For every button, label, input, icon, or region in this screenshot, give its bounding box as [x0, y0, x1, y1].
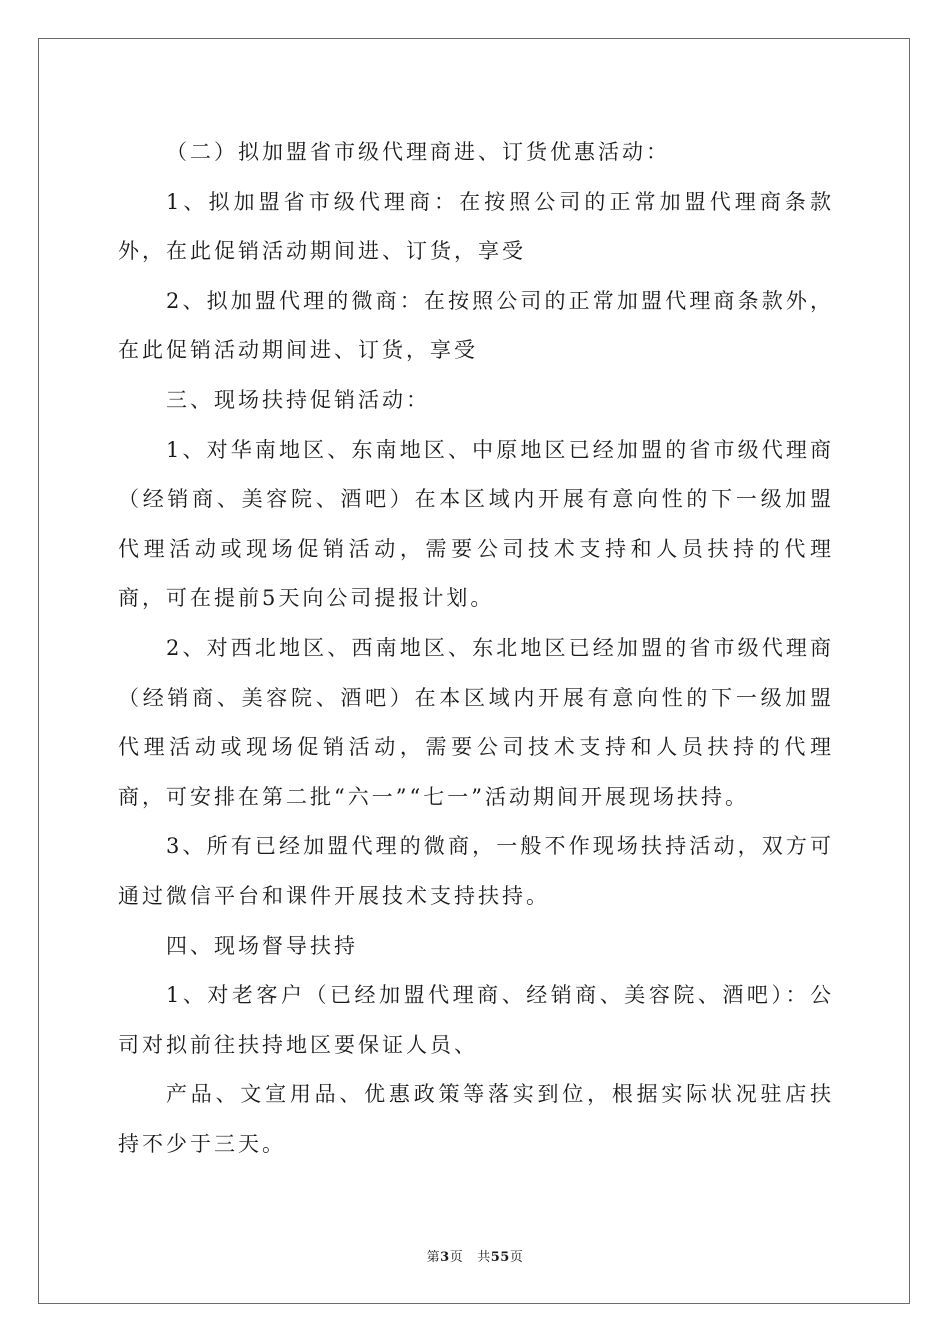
page-footer — [0, 1246, 950, 1265]
section-heading-3: 三、现场扶持促销活动： — [166, 387, 430, 412]
section-heading-4: 四、现场督导扶持 — [166, 933, 358, 958]
paragraph-item: 产品、文宣用品、优惠政策等落实到位，根据实际状况驻店扶持不少于三天。 — [118, 1082, 834, 1156]
paragraph-item: 1、对华南地区、东南地区、中原地区已经加盟的省市级代理商（经销商、美容院、酒吧）在本区域内开展有意向性的下一级加盟代理活动或现场促销活动，需要公司技术支持和人员扶持的代理商，可在提前5天向公司提报计划。 — [118, 437, 834, 611]
paragraph-heading-2: （二）拟加盟省市级代理商进、订货优惠活动： — [166, 140, 670, 164]
paragraph-item: 1、拟加盟省市级代理商：在按照公司的正常加盟代理商条款外，在此促销活动期间进、订货，享受 — [118, 189, 834, 264]
page-total: 共55页 — [477, 1250, 524, 1265]
paragraph-item: 2、对西北地区、西南地区、东北地区已经加盟的省市级代理商（经销商、美容院、酒吧）在本区域内开展有意向性的下一级加盟代理活动或现场促销活动，需要公司技术支持和人员扶持的代理商，可安排在第二批“六一”“七一”活动期间开展现场扶持。 — [118, 635, 834, 809]
page-number: 第3页 — [426, 1250, 464, 1265]
paragraph-item: 3、所有已经加盟代理的微商，一般不作现场扶持活动，双方可通过微信平台和课件开展技术支持扶持。 — [118, 834, 834, 908]
paragraph-item: 2、拟加盟代理的微商：在按照公司的正常加盟代理商条款外，在此促销活动期间进、订货，享受 — [118, 288, 834, 363]
document-body — [118, 128, 834, 1169]
paragraph-item: 1、对老客户（已经加盟代理商、经销商、美容院、酒吧）：公司对拟前往扶持地区要保证人员、 — [118, 983, 834, 1057]
